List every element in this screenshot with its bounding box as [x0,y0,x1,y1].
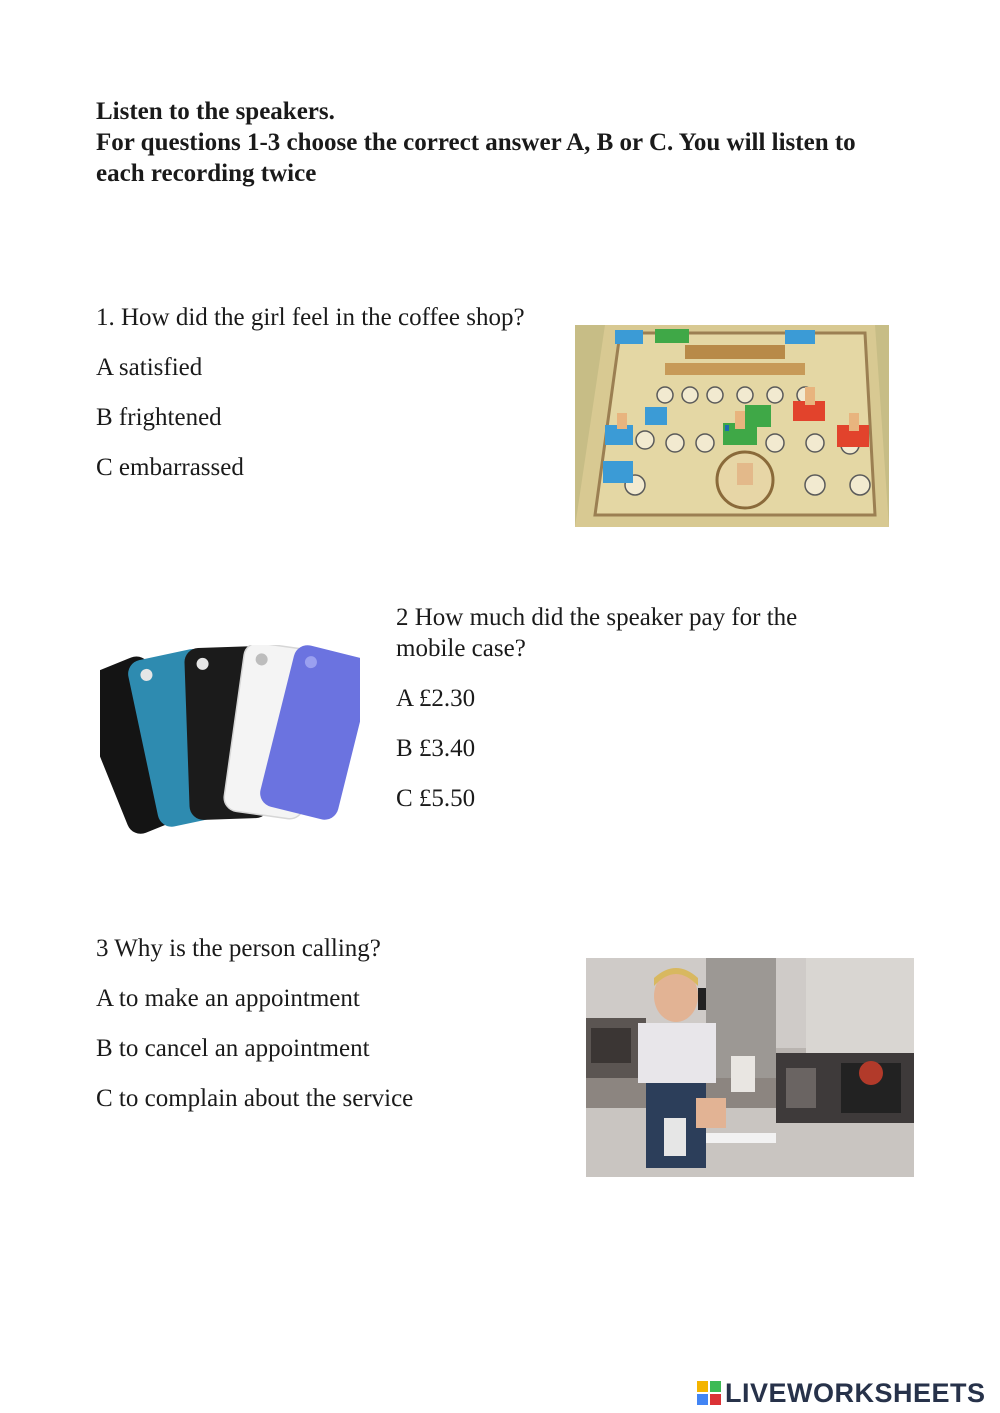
logo-text: LIVEWORKSHEETS [725,1377,986,1408]
question-2-stem: 2 How much did the speaker pay for the mobile case? [396,604,798,662]
instructions-line-1: Listen to the speakers. [96,98,335,125]
instructions [96,96,896,189]
question-2-option-c: C £5.50 [396,785,476,812]
question-3-option-c: C to complain about the service [96,1085,414,1112]
barista-on-phone-photo [586,958,914,1177]
instructions-line-2: For questions 1-3 choose the correct answer A, B or C. You will listen to each recording twice [96,129,856,187]
question-3-option-b: B to cancel an appointment [96,1035,370,1062]
question-1-option-b: B frightened [96,404,222,431]
phone-cases-photo [100,645,360,835]
question-1-option-c: C embarrassed [96,454,244,481]
question-2-option-b: B £3.40 [396,735,476,762]
question-1-stem: 1. How did the girl feel in the coffee shop? [96,304,525,331]
board-game-photo [575,325,889,527]
question-1-option-a: A satisfied [96,354,203,381]
liveworksheets-logo [697,1376,986,1410]
question-2-option-a: A £2.30 [396,685,476,712]
question-3-stem: 3 Why is the person calling? [96,935,381,962]
question-3-option-a: A to make an appointment [96,985,360,1012]
liveworksheets-logo-mark-icon [697,1381,721,1405]
